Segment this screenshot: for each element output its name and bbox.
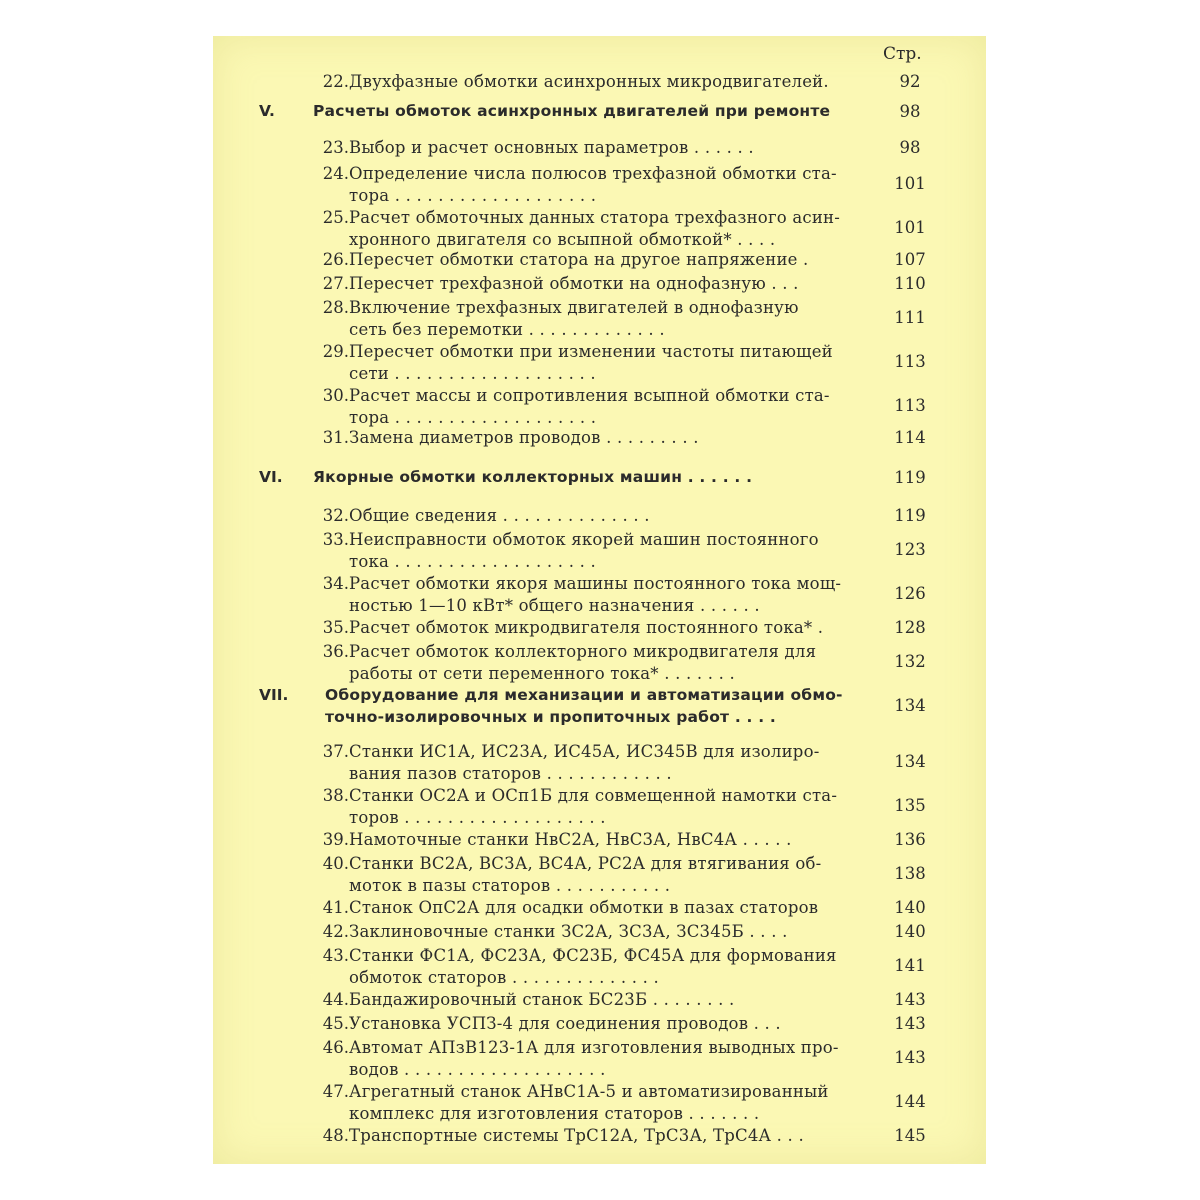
entry-page-number: 114 xyxy=(894,428,926,447)
entry-title-line: водов . . . . . . . . . . . . . . . . . . . xyxy=(349,1060,606,1079)
entry-title-line: Станки ИС1А, ИС23А, ИС45А, ИС345В для изолиро- xyxy=(349,742,820,761)
entry-page-number: 126 xyxy=(894,584,926,603)
entry-title-line: Заклиновочные станки ЗС2А, ЗС3А, ЗС345Б . . . . xyxy=(349,922,788,941)
entry-page-number: 111 xyxy=(894,308,926,327)
entry-page-number: 98 xyxy=(899,102,921,121)
entry-title-line: работы от сети переменного тока* . . . . . . . xyxy=(349,664,735,683)
entry-title-line: сеть без перемотки . . . . . . . . . . . . . xyxy=(349,320,665,339)
entry-title-line: Установка УСПЗ-4 для соединения проводов . . . xyxy=(349,1014,781,1033)
table-of-contents xyxy=(213,36,986,1164)
book-page xyxy=(213,36,986,1164)
entry-number: 42. xyxy=(322,922,349,941)
entry-number: 30. xyxy=(322,386,349,405)
entry-title-line: Выбор и расчет основных параметров . . . . . . xyxy=(349,138,754,157)
entry-title-line: хронного двигателя со всыпной обмоткой* . . . . xyxy=(349,230,776,249)
entry-title-line: Станок ОпС2А для осадки обмотки в пазах статоров xyxy=(349,898,819,917)
entry-number: 36. xyxy=(322,642,349,661)
entry-number: 25. xyxy=(322,208,349,227)
entry-number: 38. xyxy=(322,786,349,805)
entry-page-number: 92 xyxy=(899,72,921,91)
entry-page-number: 141 xyxy=(894,956,926,975)
entry-title-line: Станки ФС1А, ФС23А, ФС23Б, ФС45А для формования xyxy=(349,946,837,965)
entry-title-line: комплекс для изготовления статоров . . . . . . . xyxy=(349,1104,760,1123)
entry-title-line: тора . . . . . . . . . . . . . . . . . . . xyxy=(349,408,597,427)
entry-number: V. xyxy=(259,102,275,120)
entry-number: VI. xyxy=(259,468,283,486)
entry-title-line: Замена диаметров проводов . . . . . . . . . xyxy=(349,428,699,447)
entry-page-number: 110 xyxy=(894,274,926,293)
entry-page-number: 145 xyxy=(894,1126,926,1145)
entry-title-line: сети . . . . . . . . . . . . . . . . . . . xyxy=(349,364,596,383)
entry-title-line: Пересчет трехфазной обмотки на однофазную . . . xyxy=(349,274,799,293)
entry-number: 33. xyxy=(322,530,349,549)
entry-number: 39. xyxy=(322,830,349,849)
entry-title-line: Якорные обмотки коллекторных машин . . . . . . xyxy=(313,468,753,486)
entry-page-number: 101 xyxy=(894,218,926,237)
entry-page-number: 123 xyxy=(894,540,926,559)
entry-title-line: Определение числа полюсов трехфазной обмотки ста- xyxy=(349,164,837,183)
entry-title-line: Расчеты обмоток асинхронных двигателей при ремонте xyxy=(313,102,831,120)
entry-number: 44. xyxy=(322,990,349,1009)
entry-number: 41. xyxy=(322,898,349,917)
entry-title-line: Общие сведения . . . . . . . . . . . . . . xyxy=(349,506,650,525)
entry-title-line: торов . . . . . . . . . . . . . . . . . . . xyxy=(349,808,606,827)
entry-page-number: 132 xyxy=(894,652,926,671)
entry-title-line: Автомат АПзВ123-1А для изготовления выводных про- xyxy=(349,1038,839,1057)
entry-page-number: 107 xyxy=(894,250,926,269)
entry-title-line: Двухфазные обмотки асинхронных микродвигателей. xyxy=(349,72,829,91)
entry-number: 23. xyxy=(322,138,349,157)
entry-page-number: 119 xyxy=(894,506,926,525)
entry-title-line: Намоточные станки НвС2А, НвС3А, НвС4А . . . . . xyxy=(349,830,792,849)
entry-number: 24. xyxy=(322,164,349,183)
entry-number: 40. xyxy=(322,854,349,873)
entry-number: 48. xyxy=(322,1126,349,1145)
entry-page-number: 101 xyxy=(894,174,926,193)
entry-page-number: 143 xyxy=(894,1048,926,1067)
entry-title-line: Агрегатный станок АНвС1А-5 и автоматизированный xyxy=(349,1082,829,1101)
entry-page-number: 138 xyxy=(894,864,926,883)
entry-page-number: 113 xyxy=(894,352,926,371)
entry-page-number: 140 xyxy=(894,898,926,917)
entry-number: 45. xyxy=(322,1014,349,1033)
entry-page-number: 140 xyxy=(894,922,926,941)
entry-title-line: Пересчет обмотки при изменении частоты питающей xyxy=(349,342,833,361)
entry-title-line: Расчет обмотки якоря машины постоянного тока мощ- xyxy=(349,574,842,593)
entry-title-line: Расчет обмоточных данных статора трехфазного асин- xyxy=(349,208,841,227)
entry-number: 29. xyxy=(322,342,349,361)
entry-number: 31. xyxy=(322,428,349,447)
page-column-header: Стр. xyxy=(883,44,922,64)
entry-page-number: 136 xyxy=(894,830,926,849)
entry-title-line: Оборудование для механизации и автоматизации обмо- xyxy=(325,686,843,704)
entry-title-line: Включение трехфазных двигателей в однофазную xyxy=(349,298,799,317)
entry-page-number: 144 xyxy=(894,1092,926,1111)
entry-title-line: Неисправности обмоток якорей машин постоянного xyxy=(349,530,819,549)
entry-page-number: 98 xyxy=(899,138,921,157)
entry-page-number: 134 xyxy=(894,752,926,771)
entry-title-line: Бандажировочный станок БС23Б . . . . . . . . xyxy=(349,990,735,1009)
entry-title-line: Пересчет обмотки статора на другое напряжение . xyxy=(349,250,809,269)
entry-title-line: ностью 1—10 кВт* общего назначения . . . . . . xyxy=(349,596,760,615)
entry-page-number: 135 xyxy=(894,796,926,815)
entry-title-line: Расчет обмоток коллекторного микродвигателя для xyxy=(349,642,817,661)
entry-page-number: 134 xyxy=(894,696,926,715)
entry-number: 43. xyxy=(322,946,349,965)
entry-number: 28. xyxy=(322,298,349,317)
entry-title-line: тока . . . . . . . . . . . . . . . . . . . xyxy=(349,552,596,571)
entry-page-number: 143 xyxy=(894,990,926,1009)
entry-title-line: Расчет массы и сопротивления всыпной обмотки ста- xyxy=(349,386,830,405)
entry-page-number: 119 xyxy=(894,468,926,487)
entry-title-line: Станки ВС2А, ВС3А, ВС4А, РС2А для втягивания об- xyxy=(349,854,822,873)
entry-number: 22. xyxy=(322,72,349,91)
entry-title-line: вания пазов статоров . . . . . . . . . . . . xyxy=(349,764,672,783)
entry-title-line: тора . . . . . . . . . . . . . . . . . . . xyxy=(349,186,597,205)
entry-title-line: Расчет обмоток микродвигателя постоянного тока* . xyxy=(349,618,824,637)
entry-number: 26. xyxy=(322,250,349,269)
entry-title-line: моток в пазы статоров . . . . . . . . . . . xyxy=(349,876,671,895)
entry-number: 47. xyxy=(322,1082,349,1101)
entry-number: 46. xyxy=(322,1038,349,1057)
entry-number: 32. xyxy=(322,506,349,525)
entry-number: 35. xyxy=(322,618,349,637)
entry-title-line: Транспортные системы ТрС12А, ТрС3А, ТрС4А . . . xyxy=(349,1126,804,1145)
entry-page-number: 128 xyxy=(894,618,926,637)
entry-page-number: 143 xyxy=(894,1014,926,1033)
entry-number: 37. xyxy=(322,742,349,761)
entry-page-number: 113 xyxy=(894,396,926,415)
entry-number: 27. xyxy=(322,274,349,293)
entry-number: VII. xyxy=(259,686,289,704)
entry-title-line: обмоток статоров . . . . . . . . . . . . . . xyxy=(349,968,659,987)
entry-title-line: точно-изолировочных и пропиточных работ . . . . xyxy=(325,708,776,726)
entry-number: 34. xyxy=(322,574,349,593)
entry-title-line: Станки ОС2А и ОСп1Б для совмещенной намотки ста- xyxy=(349,786,838,805)
